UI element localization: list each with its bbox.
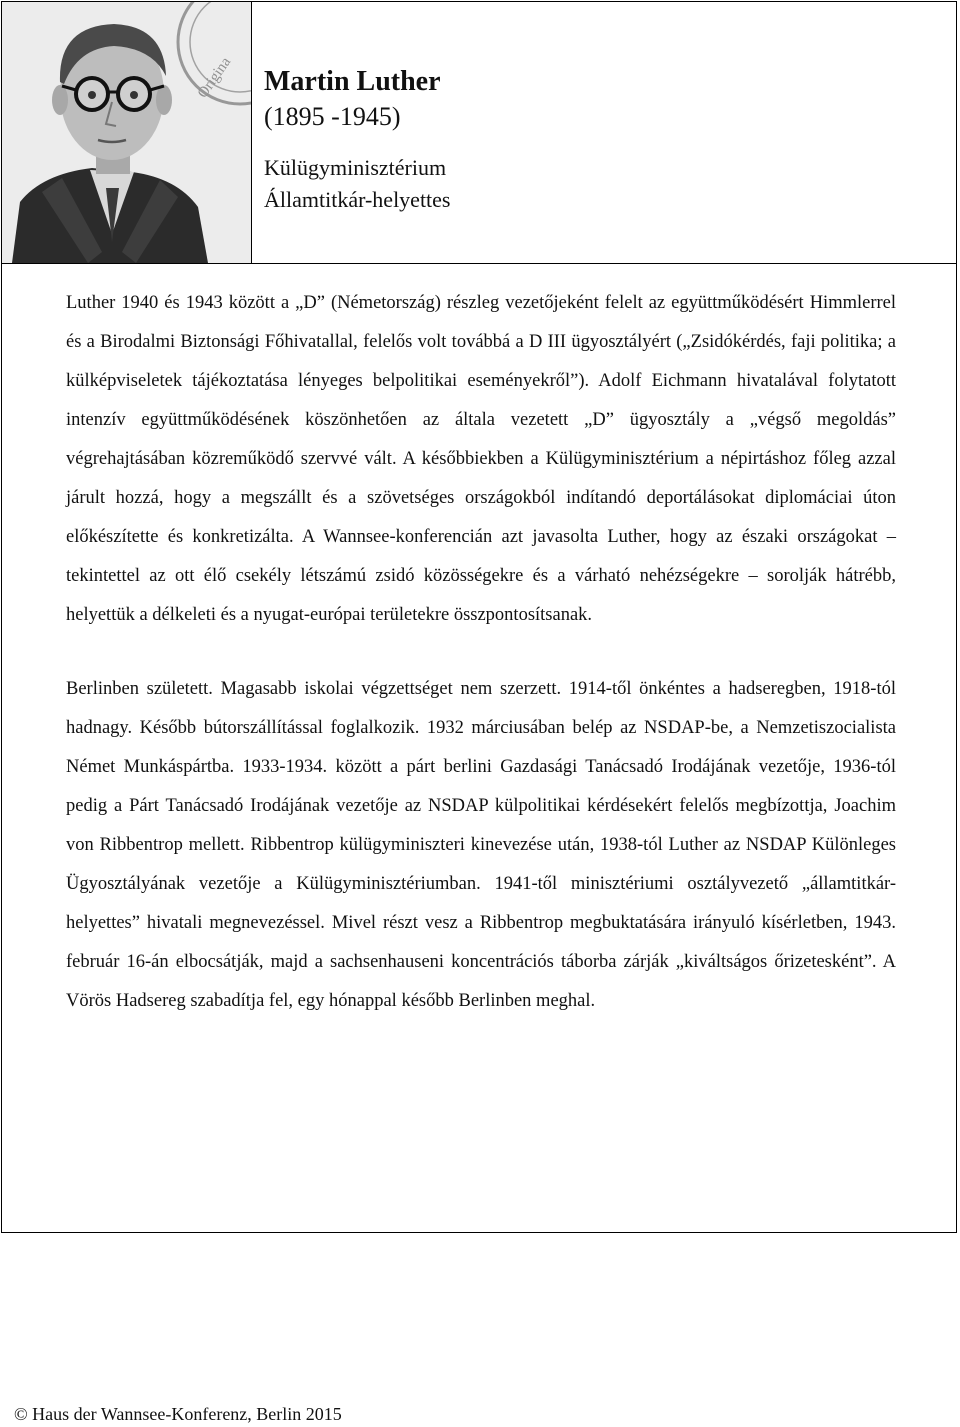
portrait-photo <box>2 2 252 263</box>
roles-block <box>264 152 451 216</box>
biography-text <box>66 284 896 1021</box>
position-title: Államtitkár-helyettes <box>264 187 451 212</box>
title-block <box>264 64 451 216</box>
paragraph-biography: Berlinben született. Magasabb iskolai végzettséget nem szerzett. 1914-től önkéntes a hadseregben, 1918-tól hadnagy. Később bútorszállítással foglalkozik. 1932 márciusában belép az NSDAP-be, a Nemzetiszocialista Német Munkáspártba. 1933-1934. között a párt berlini Gazdasági Tanácsadó Irodájának vezetője, 1936-tól pedig a Párt Tanácsadó Irodájának vezetője az NSDAP külpolitikai kérdésekért felelős megbízottja, Joachim von Ribbentrop mellett. Ribbentrop külügyminiszteri kinevezése után, 1938-tól Luther az NSDAP Különleges Ügyosztályának vezetője a Külügyminisztériumban. 1941-től minisztériumi osztályvezető „államtitkár-helyettes” hivatali megnevezéssel. Mivel részt vesz a Ribbentrop megbuktatására irányuló kísérletben, 1943. február 16-án elbocsátják, majd a sachsenhauseni koncentrációs táborba zárják „kiváltságos őrizetesként”. A Vörös Hadsereg szabadítja fel, egy hónappal később Berlinben meghal. <box>66 679 896 1011</box>
ministry-name: Külügyminisztérium <box>264 155 447 180</box>
life-years: (1895 -1945) <box>264 102 401 131</box>
portrait-illustration <box>2 2 251 263</box>
svg-text:Origina: Origina <box>194 54 235 102</box>
person-name: Martin Luther <box>264 66 441 97</box>
copyright-footer: © Haus der Wannsee-Konferenz, Berlin 2015 <box>14 1404 342 1424</box>
paragraph-career: Luther 1940 és 1943 között a „D” (Németország) részleg vezetőjeként felelt az együttműködésért Himmlerrel és a Birodalmi Biztonsági Főhivatallal, felelős volt továbbá a D III ügyosztályért („Zsidókérdés, faji politika; a külképviseletek tájékoztatása lényeges belpolitikai eseményekről”). Adolf Eichmann hivatalával folytatott intenzív együttműködésének köszönhetően az általa vezetett „D” ügyosztály a „végső megoldás” végrehajtásában közreműködő szervvé vált. A későbbiekben a Külügyminisztérium a népirtáshoz főleg azzal járult hozzá, hogy a megszállt és a szövetséges országokból indítandó deportálásokat diplomáciai úton előkészítette és konkretizálta. A Wannsee-konferencián azt javasolta Luther, hogy az északi országokat – tekintettel az ott élő csekély létszámú zsidó közösségekre és a várható nehézségekre – sorolják hátrébb, helyettük a délkeleti és a nyugat-európai területekre összpontosítsanak. <box>66 293 896 625</box>
card-header <box>2 2 956 264</box>
biography-card <box>1 1 957 1233</box>
